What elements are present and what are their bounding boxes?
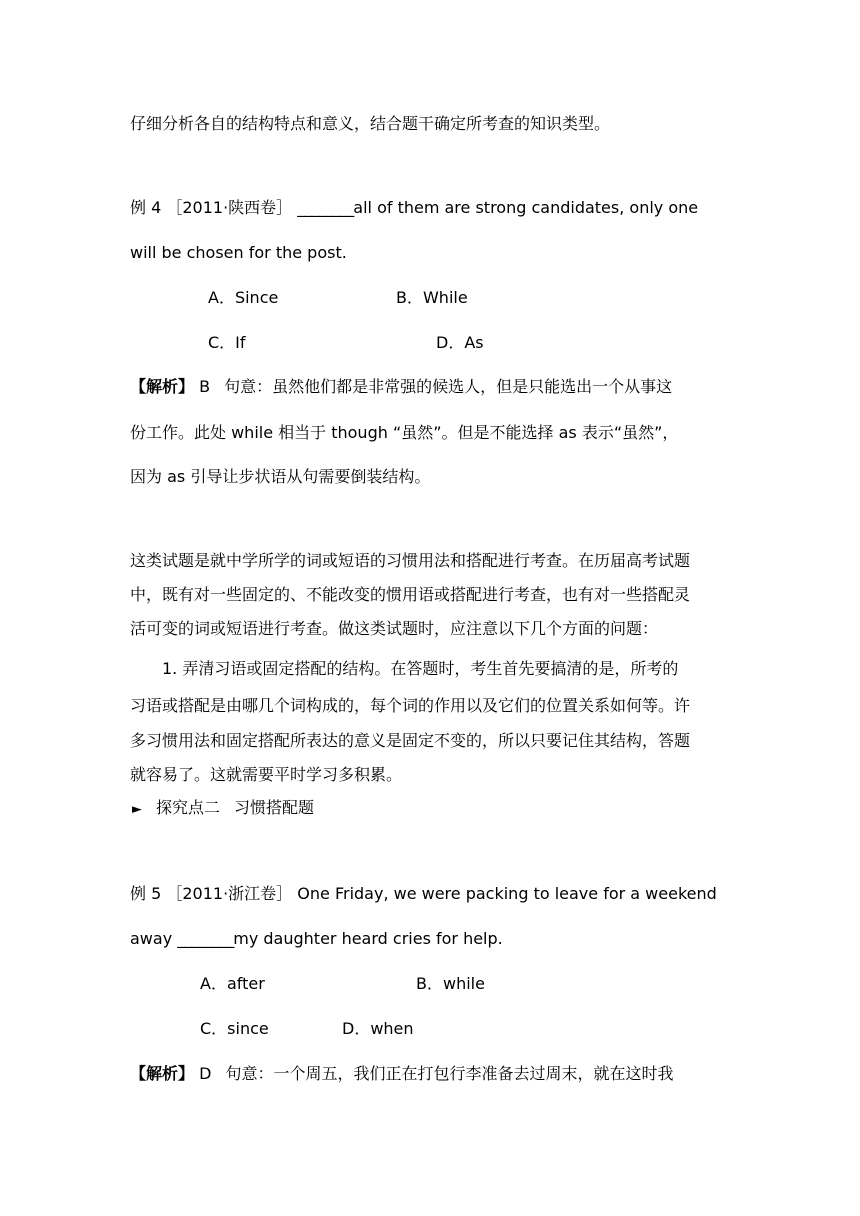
example5-option-b: B．while: [416, 974, 485, 993]
point1-line1: 1. 弄清习语或固定搭配的结构。在答题时，考生首先要搞清的是，所考的: [162, 659, 679, 678]
example5-question-prefix: away: [130, 929, 178, 948]
point1-line3: 多习惯用法和固定搭配所表达的意义是固定不变的，所以只要记住其结构，答题: [130, 731, 691, 750]
example4-blank: ________: [297, 198, 354, 217]
example5-analysis-line1: [130, 1064, 673, 1084]
example5-analysis-text1: 句意：一个周五，我们正在打包行李准备去过周末，就在这时我: [225, 1064, 674, 1083]
section-heading-text1: 探究点二: [156, 798, 221, 817]
example4-source: ［2011·陕西卷］: [166, 198, 293, 217]
point1-line4: 就容易了。这就需要平时学习多积累。: [130, 765, 403, 784]
section-heading-text2: 习惯搭配题: [234, 798, 315, 817]
example4-analysis-text1: 句意：虽然他们都是非常强的候选人，但是只能选出一个从事这: [224, 377, 673, 396]
example5-answer: D: [199, 1064, 212, 1083]
example4-analysis-line1: [130, 377, 672, 397]
example5-question-line1: [130, 884, 717, 904]
example4-question-line2: will be chosen for the post.: [130, 243, 347, 262]
example4-analysis-line2: 份工作。此处 while 相当于 though “虽然”。但是不能选择 as 表示“虽然”，: [130, 423, 679, 442]
example4-answer: B: [199, 377, 211, 396]
example5-label: 例 5: [130, 884, 162, 903]
example4-option-c: C．If: [208, 333, 246, 352]
example4-option-a: A．Since: [208, 288, 279, 307]
section-heading: [132, 798, 314, 820]
example4-question-text1: all of them are strong candidates, only one: [353, 198, 699, 217]
example5-option-a: A．after: [200, 974, 265, 993]
example4-option-b: B．While: [396, 288, 468, 307]
example5-option-d: D．when: [342, 1019, 414, 1038]
example5-question-line2: [130, 929, 503, 949]
example5-analysis-label: 【解析】: [130, 1064, 195, 1083]
paragraph-line2: 中，既有对一些固定的、不能改变的惯用语或搭配进行考查，也有对一些搭配灵: [130, 585, 691, 604]
example4-option-d: D．As: [436, 333, 484, 352]
triangle-bullet-icon: ►: [132, 802, 142, 817]
paragraph-line3: 活可变的词或短语进行考查。做这类试题时，应注意以下几个方面的问题：: [130, 619, 659, 638]
example5-blank: ________: [177, 929, 234, 948]
example4-question-line1: [130, 198, 698, 218]
example5-question-text2: my daughter heard cries for help.: [233, 929, 503, 948]
intro-line: 仔细分析各自的结构特点和意义，结合题干确定所考查的知识类型。: [130, 114, 611, 133]
paragraph-line1: 这类试题是就中学所学的词或短语的习惯用法和搭配进行考查。在历届高考试题: [130, 551, 691, 570]
example4-analysis-label: 【解析】: [130, 377, 195, 396]
example5-source: ［2011·浙江卷］: [166, 884, 293, 903]
example5-question-text1: One Friday, we were packing to leave for a weekend: [297, 884, 717, 903]
example5-option-c: C．since: [200, 1019, 269, 1038]
example4-label: 例 4: [130, 198, 162, 217]
example4-analysis-line3: 因为 as 引导让步状语从句需要倒装结构。: [130, 467, 431, 486]
point1-line2: 习语或搭配是由哪几个词构成的，每个词的作用以及它们的位置关系如何等。许: [130, 696, 691, 715]
